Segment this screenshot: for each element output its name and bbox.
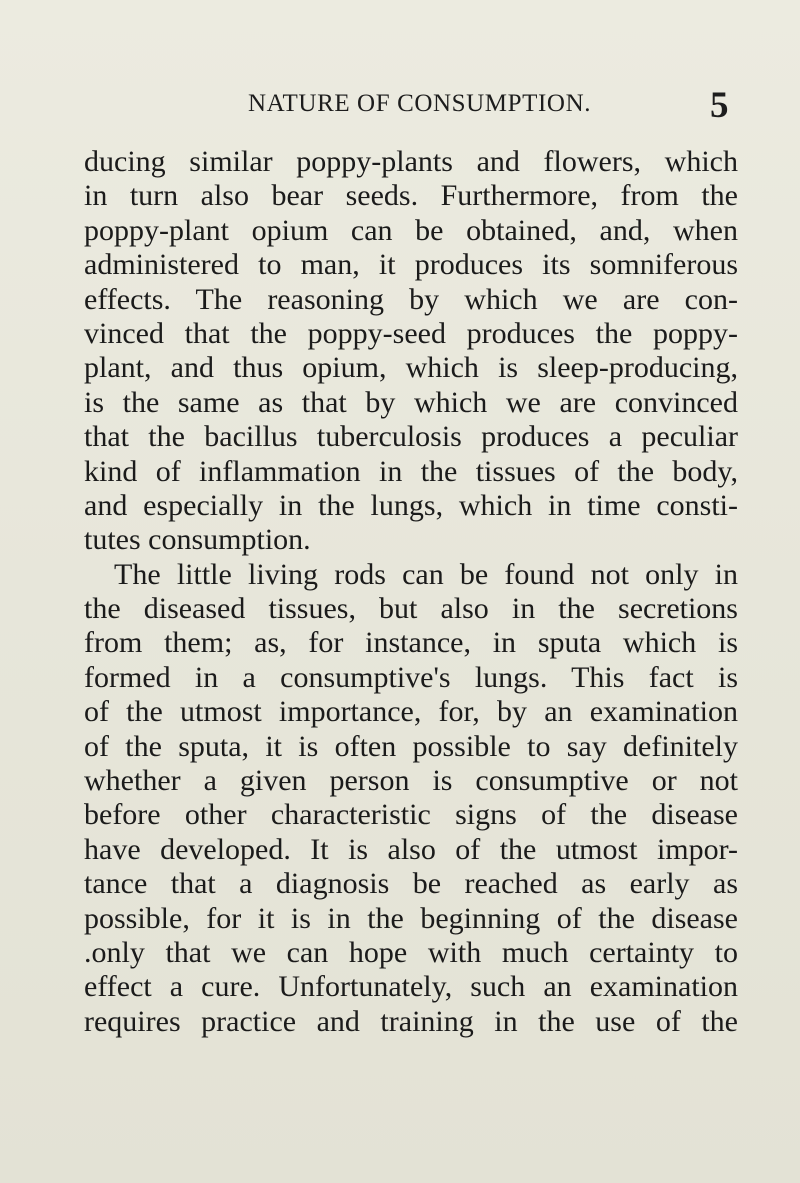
text-line: .only that we can hope with much certainty to [84, 935, 738, 969]
text-line: is the same as that by which we are convinced [84, 385, 738, 419]
text-line: the diseased tissues, but also in the secretions [84, 592, 738, 626]
text-line: from them; as, for instance, in sputa which is [84, 626, 738, 660]
text-line: poppy-plant opium can be obtained, and, when [84, 213, 738, 247]
text-line: administered to man, it produces its somniferous [84, 248, 738, 282]
text-line: tutes consumption. [84, 523, 311, 557]
running-title: NATURE OF CONSUMPTION. [248, 90, 592, 117]
text-line: in turn also bear seeds. Furthermore, from the [84, 179, 738, 213]
text-line: of the utmost importance, for, by an examination [84, 695, 738, 729]
text-line: effect a cure. Unfortunately, such an examination [84, 970, 738, 1004]
text-line: ducing similar poppy-plants and flowers, which [84, 145, 738, 178]
text-line: plant, and thus opium, which is sleep-producing, [84, 351, 738, 385]
text-line: formed in a consumptive's lungs. This fact is [84, 660, 738, 694]
text-line: before other characteristic signs of the disease [84, 798, 738, 832]
text-line: tance that a diagnosis be reached as early as [84, 867, 738, 901]
text-line: The little living rods can be found not only in [114, 557, 738, 591]
page-number: 5 [710, 85, 729, 126]
text-line: that the bacillus tuberculosis produces a peculiar [84, 420, 738, 454]
text-line: of the sputa, it is often possible to say definitely [84, 729, 738, 763]
text-line: vinced that the poppy-seed produces the poppy- [84, 316, 738, 350]
text-line: whether a given person is consumptive or not [84, 764, 738, 798]
text-line: effects. The reasoning by which we are con- [84, 282, 738, 316]
running-head [0, 86, 800, 126]
text-line: possible, for it is in the beginning of the disease [84, 901, 738, 935]
text-line: requires practice and training in the use of the [84, 1004, 738, 1038]
text-line: and especially in the lungs, which in time consti- [84, 488, 738, 522]
text-line: kind of inflammation in the tissues of the body, [84, 454, 738, 488]
text-line: have developed. It is also of the utmost impor- [84, 832, 738, 866]
body-text [84, 145, 738, 1039]
